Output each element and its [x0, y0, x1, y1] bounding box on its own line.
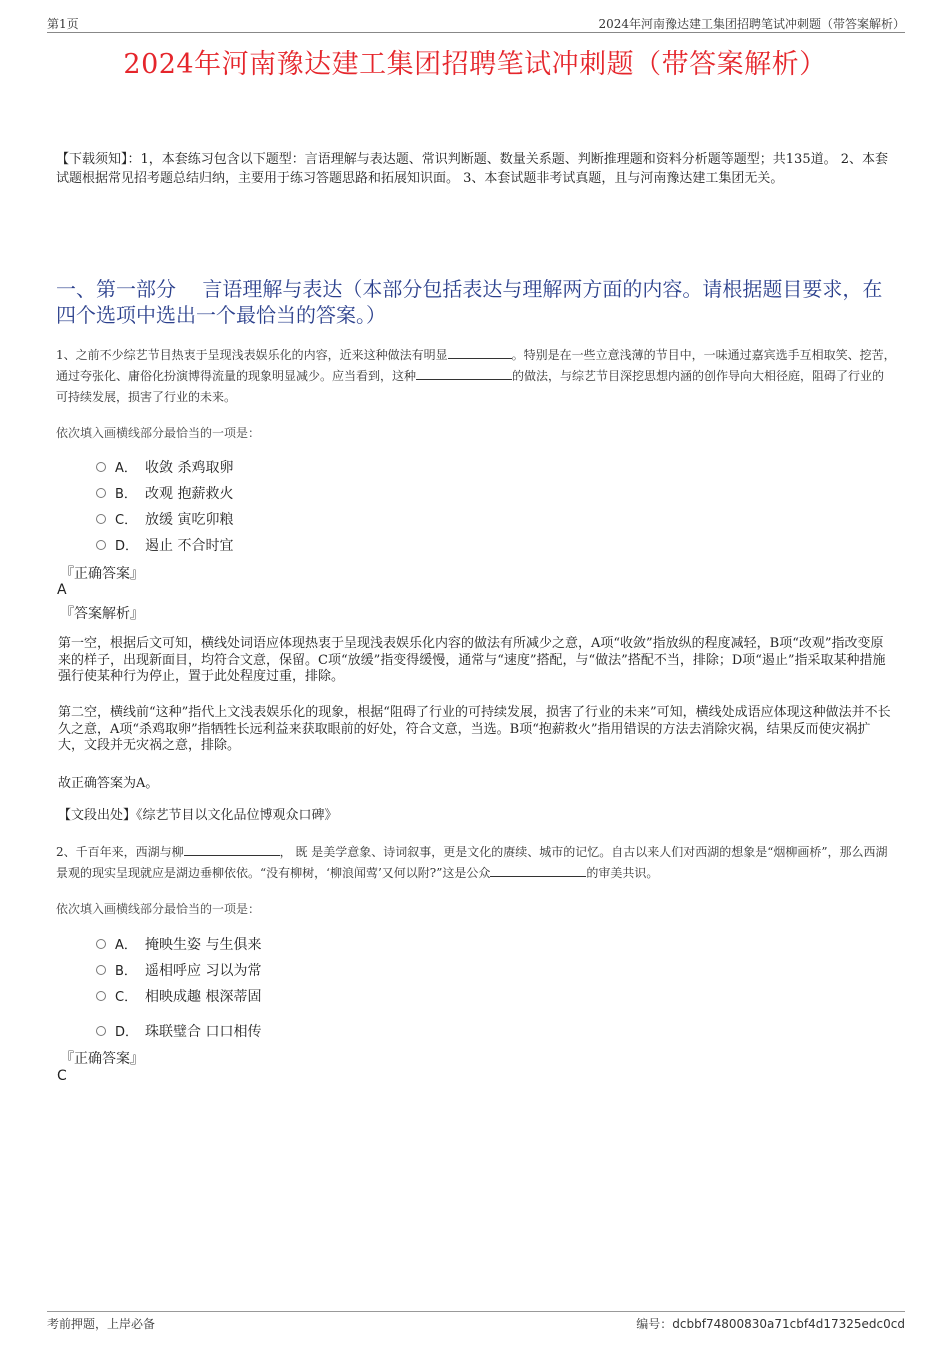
option-letter: B． — [115, 964, 137, 979]
option-letter: C． — [115, 513, 138, 528]
option-text: 收敛 杀鸡取卵 — [145, 460, 234, 476]
q1-conclusion: 故正确答案为A。 — [58, 776, 159, 791]
q1-answer-label: 『正确答案』 — [60, 566, 144, 582]
radio-icon[interactable] — [96, 965, 106, 975]
radio-icon[interactable] — [96, 462, 106, 472]
radio-icon[interactable] — [96, 991, 106, 1001]
radio-icon[interactable] — [96, 488, 106, 498]
q2-stem-part-2: ， 既 是美学意象、诗词叙事，更是文化的赓续、城市的记忆。自古以来人们对西湖的想象是“烟柳画桥”，那么西湖景观的现实呈现就应是湖边垂柳依依。“没有柳树，‘柳浪闻莺’又何以附?”这是公众 — [56, 845, 888, 880]
document-title: 2024年河南豫达建工集团招聘笔试冲刺题（带答案解析） — [123, 49, 827, 80]
q1-stem-part-3: 的做法，与综艺节目深挖思想内涵的创作导向大相径庭，阻碍了行业的可持续发展，损害了行业的未来。 — [56, 369, 885, 404]
question-1-stem — [56, 345, 896, 408]
option-letter: A． — [115, 461, 137, 476]
q2-stem-part-3: 的审美共识。 — [586, 866, 659, 880]
footer-slogan: 考前押题，上岸必备 — [47, 1317, 156, 1331]
q1-analysis-label: 『答案解析』 — [60, 606, 144, 622]
option-letter: D． — [115, 1025, 139, 1040]
option-letter: B． — [115, 487, 137, 502]
option-text: 改观 抱薪救火 — [145, 486, 234, 502]
q1-analysis-paragraph-2: 第二空，横线前“这种”指代上文浅表娱乐化的现象，根据“阻碍了行业的可持续发展，损害了行业的未来”可知，横线处成语应体现这种做法并不长久之意，A项“杀鸡取卵”指牺牲长远利益来获取眼前的好处，符合文意，当选。B项“抱薪救火”指用错误的方法去消除灾祸，结果反而使灾祸扩大，文段并无灾祸之意，排除。 — [58, 705, 891, 753]
q2-answer-label: 『正确答案』 — [60, 1051, 144, 1067]
header-doc-title: 2024年河南豫达建工集团招聘笔试冲刺题（带答案解析） — [598, 17, 905, 31]
q1-instruction: 依次填入画横线部分最恰当的一项是： — [56, 426, 261, 440]
download-notice: 【下载须知】：1，本套练习包含以下题型：言语理解与表达题、常识判断题、数量关系题、判断推理题和资料分析题等题型；共135道。 2、本套试题根据常见招考题总结归纳，主要用于练习答题思路和拓展知识面。 3、本套试题非考试真题，且与河南豫达建工集团无关。 — [56, 152, 888, 186]
q1-blank-2 — [416, 366, 512, 380]
q1-analysis-paragraph-1: 第一空，根据后文可知，横线处词语应体现热衷于呈现浅表娱乐化内容的做法有所减少之意，A项“收敛”指放纵的程度减轻，B项“改观”指改变原来的样子，出现新面目，均符合文意，保留。C项“放缓”指变得缓慢，通常与“速度”搭配，与“做法”搭配不当，排除；D项“遏止”指采取某种措施强行使某种行为停止，置于此处程度过重，排除。 — [58, 636, 886, 684]
q1-answer: A — [57, 582, 67, 598]
option-text: 掩映生姿 与生俱来 — [145, 937, 262, 953]
q1-source: 【文段出处】《综艺节目以文化品位博观众口碑》 — [58, 808, 338, 823]
option-text: 遥相呼应 习以为常 — [145, 963, 262, 979]
option-letter: D． — [115, 539, 139, 554]
q1-stem-part-1: 1、之前不少综艺节目热衷于呈现浅表娱乐化的内容，近来这种做法有明显 — [56, 348, 448, 362]
q1-stem-part-2: 。特别是在一些立意浅薄的节目中，一味通过嘉宾选手互相取笑、挖苦，通过夸张化、庸俗化扮演博得流量的现象明显减少。应当看到，这种 — [56, 348, 896, 383]
q2-stem-part-1: 2、千百年来，西湖与柳 — [56, 845, 184, 859]
page-footer — [47, 1311, 905, 1332]
footer-serial-number: 编号：dcbbf74800830a71cbf4d17325edc0cd — [636, 1317, 905, 1331]
section-title: 一、第一部分 言语理解与表达（本部分包括表达与理解两方面的内容。请根据题目要求，在四个选项中选出一个最恰当的答案。） — [56, 277, 883, 327]
q2-answer: C — [57, 1068, 67, 1084]
page-header — [47, 14, 905, 33]
option-text: 珠联璧合 口口相传 — [145, 1024, 262, 1040]
q2-instruction: 依次填入画横线部分最恰当的一项是： — [56, 902, 261, 916]
option-letter: C． — [115, 990, 138, 1005]
option-text: 相映成趣 根深蒂固 — [145, 989, 262, 1005]
q2-blank-1 — [184, 842, 280, 856]
radio-icon[interactable] — [96, 514, 106, 524]
radio-icon[interactable] — [96, 1026, 106, 1036]
q1-blank-1 — [448, 345, 512, 359]
option-text: 遏止 不合时宜 — [145, 538, 234, 554]
option-letter: A． — [115, 938, 137, 953]
option-text: 放缓 寅吃卯粮 — [145, 512, 234, 528]
question-2-stem — [56, 842, 896, 884]
page-number: 第1页 — [47, 17, 79, 31]
radio-icon[interactable] — [96, 939, 106, 949]
radio-icon[interactable] — [96, 540, 106, 550]
q2-blank-2 — [490, 863, 586, 877]
